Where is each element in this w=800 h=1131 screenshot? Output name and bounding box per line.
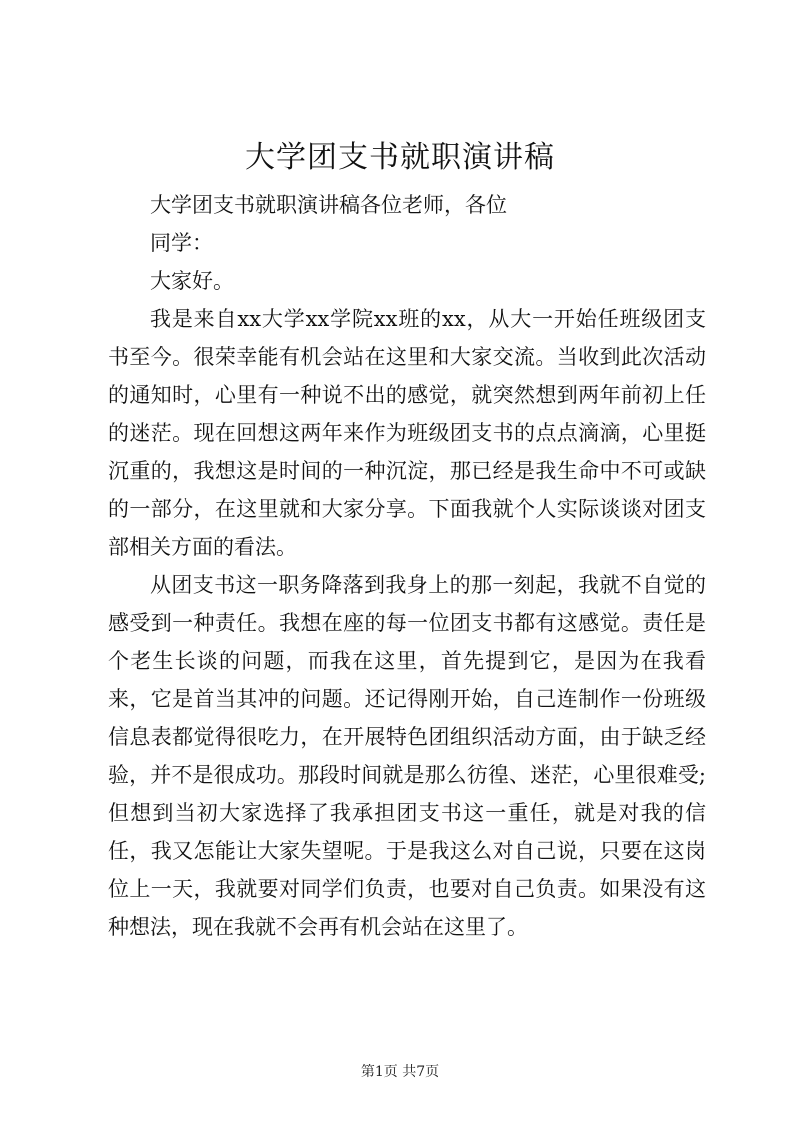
paragraph-introduction: 我是来自xx大学xx学院xx班的xx，从大一开始任班级团支书至今。很荣幸能有机会站在这里和大家交流。当收到此次活动的通知时，心里有一种说不出的感觉，就突然想到两年前初上任的迷茫。现在回想这两年来作为班级团支书的点点滴滴，心里挺沉重的，我想这是时间的一种沉淀，那已经是我生命中不可或缺的一部分，在这里就和大家分享。下面我就个人实际谈谈对团支部相关方面的看法。 xyxy=(108,307,706,559)
document-title: 大学团支书就职演讲稿 xyxy=(245,140,555,175)
page-footer: 第1页 共7页 xyxy=(360,1064,440,1080)
paragraph-salutation: 同学： xyxy=(150,231,213,255)
paragraph-responsibility: 从团支书这一职务降落到我身上的那一刻起，我就不自觉的感受到一种责任。我想在座的每一位团支书都有这感觉。责任是个老生长谈的问题，而我在这里，首先提到它，是因为在我看来，它是首当其冲的问题。还记得刚开始，自己连制作一份班级信息表都觉得很吃力，在开展特色团组织活动方面，由于缺乏经验，并不是很成功。那段时间就是那么彷徨、迷茫，心里很难受;但想到当初大家选择了我承担团支书这一重任，就是对我的信任，我又怎能让大家失望呢。于是我这么对自己说，只要在这岗位上一天，我就要对同学们负责，也要对自己负责。如果没有这种想法，现在我就不会再有机会站在这里了。 xyxy=(108,573,706,939)
document-body xyxy=(108,186,706,946)
paragraph-hello: 大家好。 xyxy=(150,269,234,293)
paragraph-greeting: 大学团支书就职演讲稿各位老师，各位 xyxy=(150,193,507,217)
